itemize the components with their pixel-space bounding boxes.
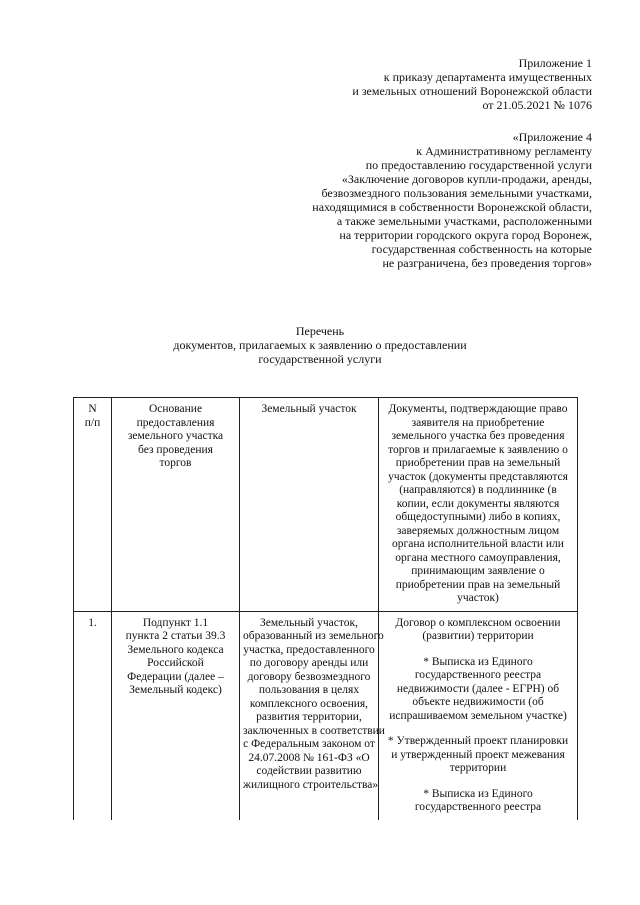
header-basis: Основание предоставления земельного участка без проведения торгов <box>112 398 240 612</box>
header-number: N п/п <box>74 398 112 612</box>
doc-egrn-extract: * Выписка из Единого <box>423 655 533 668</box>
appendix-1-block <box>352 56 592 112</box>
appendix-4-title: «Приложение 4 <box>512 130 592 144</box>
appendix-4-line: «Заключение договоров купли-продажи, аренды, <box>341 172 592 186</box>
appendix-1-line: и земельных отношений Воронежской области <box>352 84 592 98</box>
row-land-plot: Земельный участок, образованный из земельного участка, предоставленного по договору аренды или договору безвозмездного пользования в целях комплексного освоения, развития территории, заключенных в соответствии с Федеральным законом от 24.07.2008 № 161-ФЗ «О содействии развитию жилищного строительства» <box>240 611 379 820</box>
document-heading <box>0 324 640 366</box>
table-row <box>74 611 578 820</box>
row-documents: Договор о комплексном освоении (развитии) территории * Выписка из Единого государственного реестра недвижимости (далее - ЕГРН) об объекте недвижимости (об испрашиваемом земельном участке) * Утвержденный проект планировки и утвержденный проект межевания территории * Выписка из Единого государственного реестра <box>379 611 578 820</box>
appendix-4-line: к Административному регламенту <box>416 144 592 158</box>
doc-contract: Договор о комплексном освоении <box>395 616 561 629</box>
appendix-4-block <box>312 130 592 270</box>
heading-subtitle: документов, прилагаемых к заявлению о предоставлении <box>173 338 467 352</box>
appendix-4-line: безвозмездного пользования земельными участками, <box>321 186 592 200</box>
appendix-4-line: находящимися в собственности Воронежской области, <box>312 200 592 214</box>
appendix-1-order-date: от 21.05.2021 № 1076 <box>482 98 592 112</box>
heading-title: Перечень <box>295 324 345 338</box>
appendix-4-line: а также земельными участками, расположенными <box>336 214 592 228</box>
table-header-row <box>74 398 578 612</box>
appendix-4-line: не разграничена, без проведения торгов» <box>382 256 592 270</box>
documents-table <box>73 397 578 820</box>
row-number: 1. <box>74 611 112 820</box>
appendix-1-line: к приказу департамента имущественных <box>383 70 592 84</box>
header-documents: Документы, подтверждающие право заявителя на приобретение земельного участка без проведения торгов и прилагаемые к заявлению о приобретении прав на земельный участок (документы представляются (направляются) в подлиннике (в копии, если документы являются общедоступными) либо в копиях, заверяемых должностным лицом органа исполнительной власти или органа местного самоуправления, принимающим заявление о приобретении прав на земельный участок) <box>379 398 578 612</box>
doc-planning-project: * Утвержденный проект планировки <box>387 735 569 747</box>
appendix-4-line: государственная собственность на которые <box>371 242 592 256</box>
doc-egrn-extract-2: * Выписка из Единого <box>423 787 533 800</box>
heading-subtitle: государственной услуги <box>258 352 382 366</box>
appendix-4-line: по предоставлению государственной услуги <box>365 158 592 172</box>
header-land-plot: Земельный участок <box>240 398 379 612</box>
appendix-1-title: Приложение 1 <box>518 56 592 70</box>
appendix-4-line: на территории городского округа город Воронеж, <box>339 228 592 242</box>
row-basis: Подпункт 1.1 пункта 2 статьи 39.3 Земельного кодекса Российской Федерации (далее – Земельный кодекс) <box>112 611 240 820</box>
